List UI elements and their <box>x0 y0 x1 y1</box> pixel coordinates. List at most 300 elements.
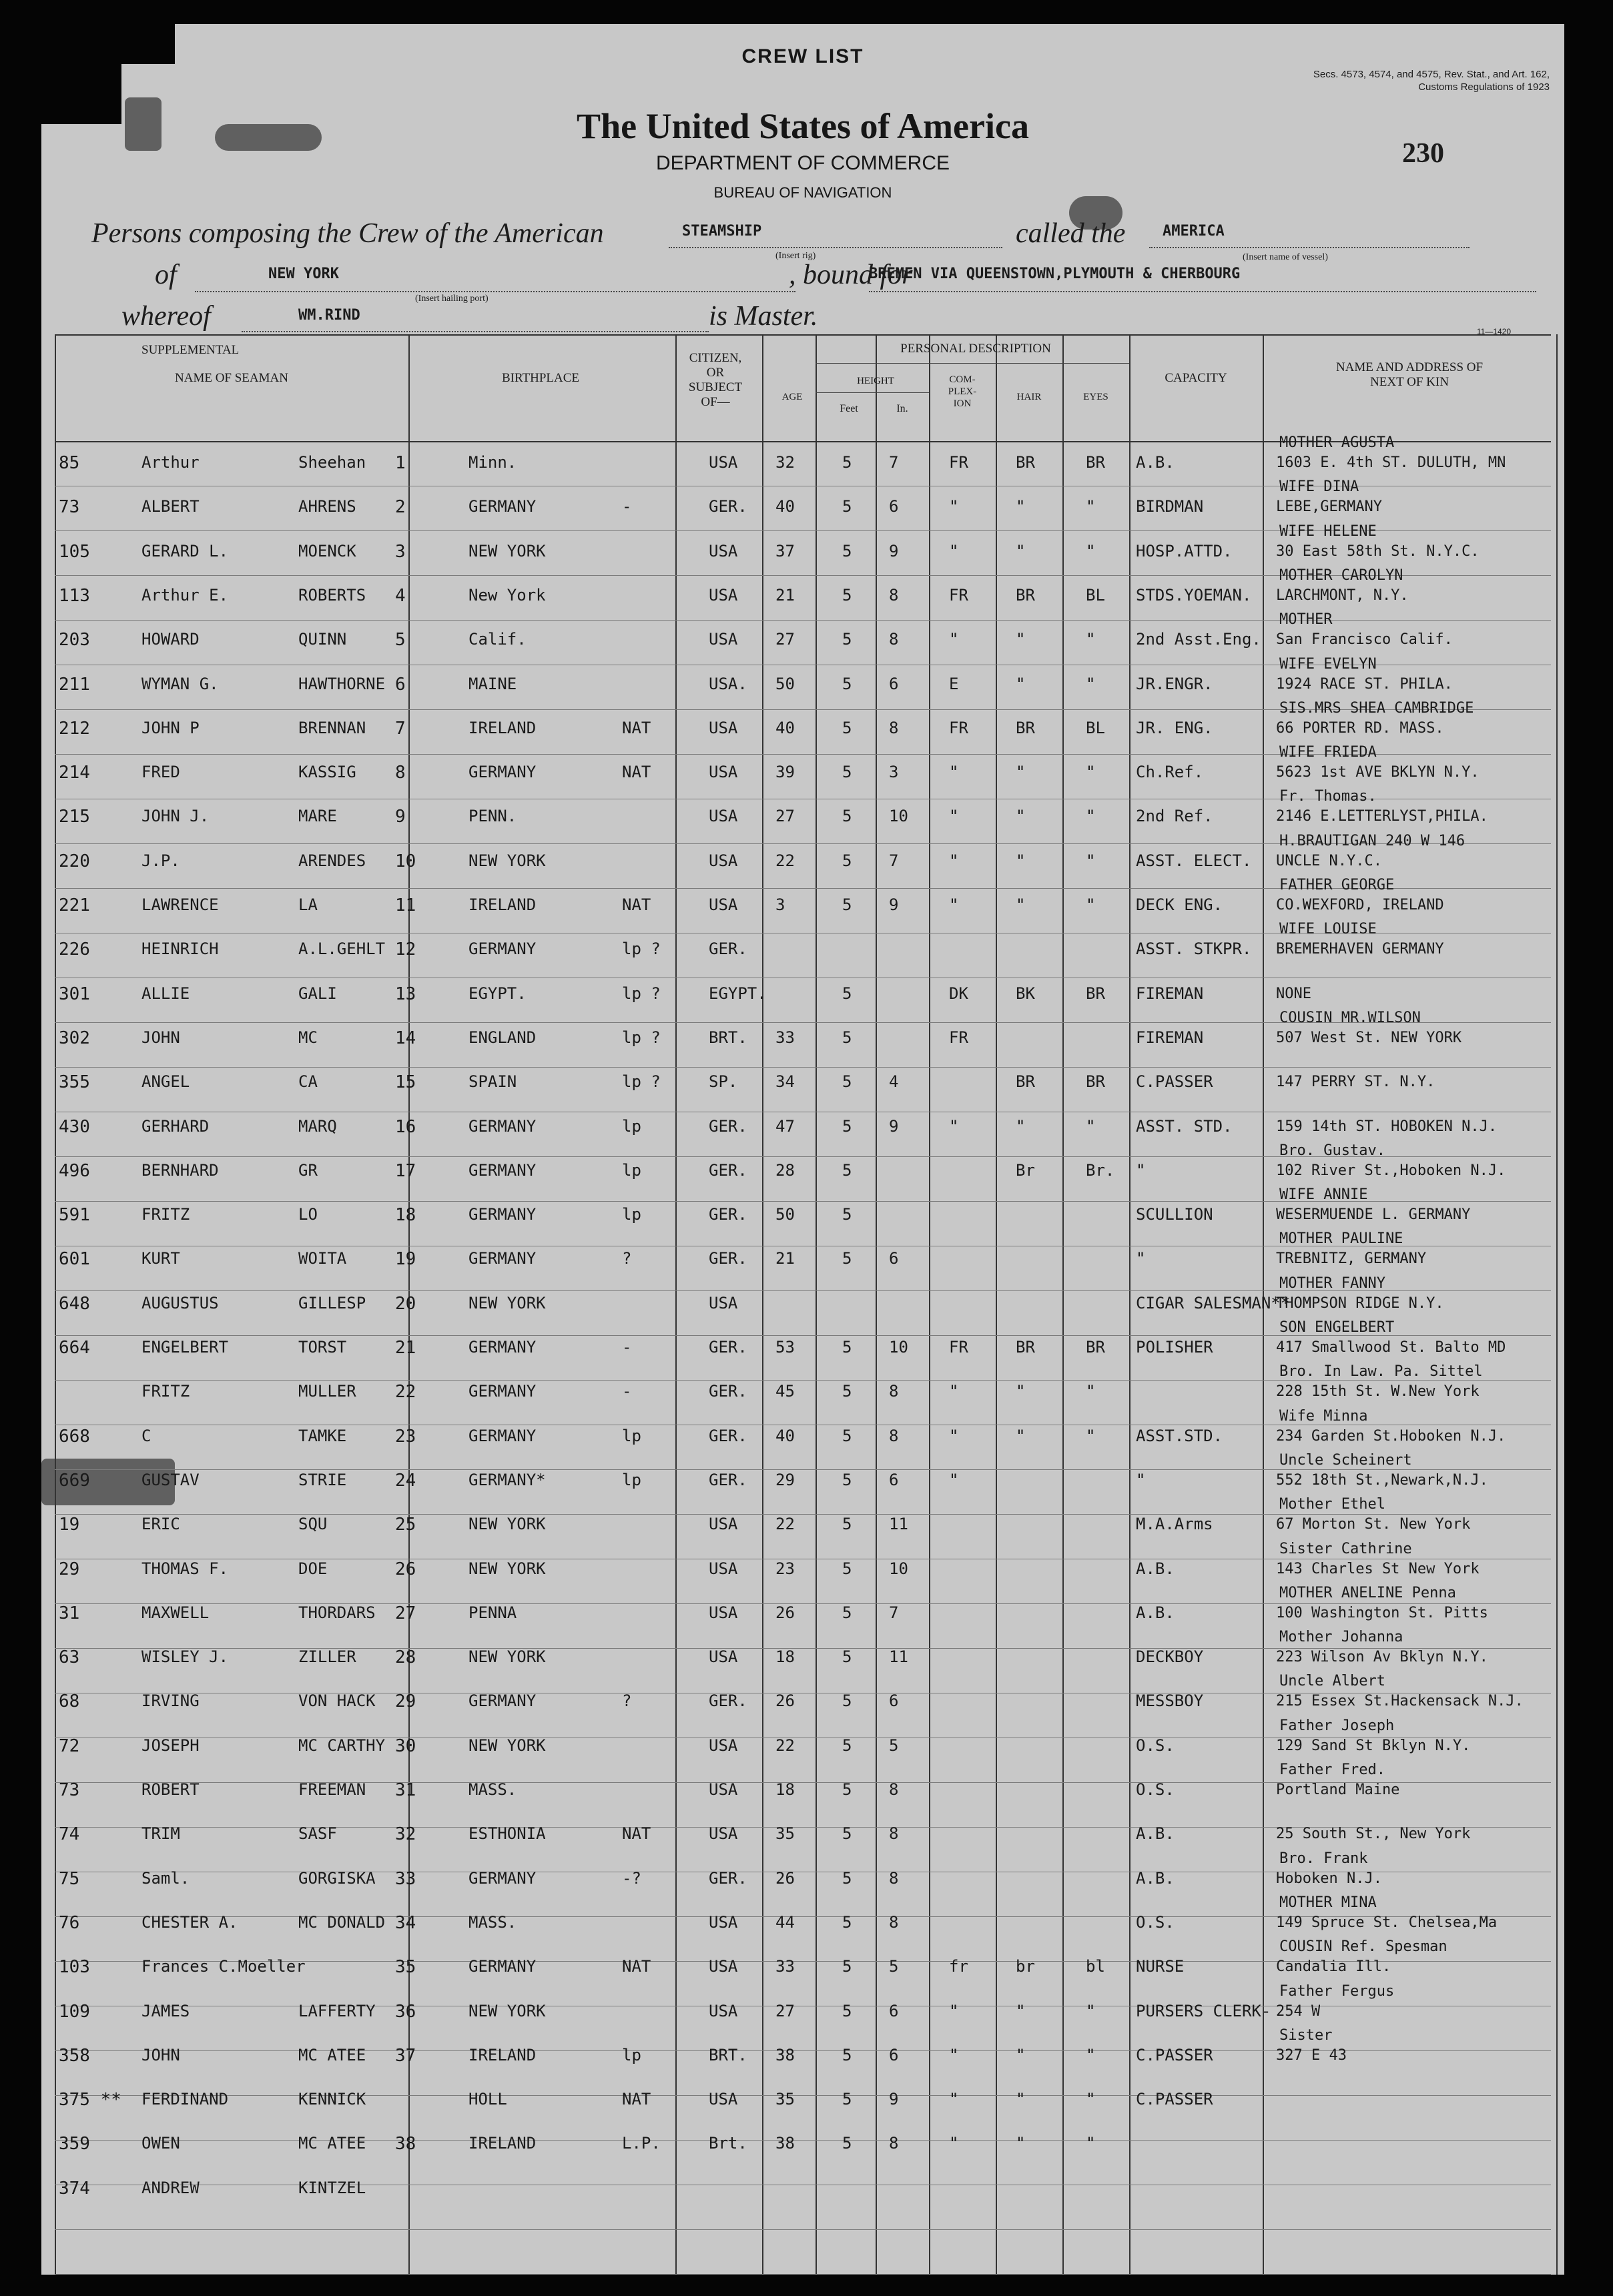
row-line-number: 5 <box>395 630 406 650</box>
row-height-feet: 5 <box>842 1471 852 1489</box>
row-line-number: 18 <box>395 1205 416 1225</box>
row-line-number: 1 <box>395 453 406 473</box>
row-citizenship: GER. <box>709 497 747 516</box>
row-height-feet: 5 <box>842 1824 852 1843</box>
row-line-number: 3 <box>395 542 406 562</box>
row-age: 32 <box>775 453 795 472</box>
row-line-number: 10 <box>395 851 416 871</box>
row-last-name: KINTZEL <box>298 2179 366 2197</box>
row-height-feet: 5 <box>842 1913 852 1932</box>
row-height-inches: 7 <box>889 453 899 472</box>
row-last-name: HAWTHORNE <box>298 675 386 693</box>
row-complexion: DK <box>949 984 968 1003</box>
col-kin-line: NEXT OF KIN <box>1370 375 1449 389</box>
row-line-number: 34 <box>395 1913 416 1933</box>
row-line-number: 30 <box>395 1736 416 1756</box>
row-ref-number: 203 <box>59 630 90 650</box>
vessel-value: AMERICA <box>1163 223 1225 240</box>
row-citizenship: SP. <box>709 1072 738 1091</box>
row-age: 37 <box>775 542 795 560</box>
row-last-name: QUINN <box>298 630 347 649</box>
row-height-feet: 5 <box>842 2002 852 2020</box>
row-height-feet: 5 <box>842 1382 852 1401</box>
row-hair: Br <box>1016 1161 1035 1180</box>
row-last-name: DOE <box>298 1559 328 1578</box>
row-citizenship: USA <box>709 542 738 560</box>
row-last-name: BRENNAN <box>298 719 366 737</box>
row-hair: " <box>1016 675 1026 693</box>
row-height-inches: 6 <box>889 497 899 516</box>
grid-row-rule <box>55 1067 1551 1068</box>
row-height-inches: 6 <box>889 1691 899 1710</box>
row-age: 28 <box>775 1161 795 1180</box>
row-kin-name: WIFE ANNIE <box>1279 1186 1368 1203</box>
row-naturalized-mark: - <box>622 1338 632 1357</box>
row-kin-address: 25 South St., New York <box>1276 1826 1471 1842</box>
row-birthplace: MASS. <box>468 1780 517 1799</box>
row-line-number: 23 <box>395 1427 416 1447</box>
grid-column-line <box>1129 334 1131 2275</box>
row-ref-number: 591 <box>59 1205 90 1225</box>
grid-sub-rule <box>816 363 1129 364</box>
row-height-feet: 5 <box>842 1869 852 1888</box>
row-birthplace: GERMANY* <box>468 1471 546 1489</box>
row-height-inches: 8 <box>889 719 899 737</box>
row-eyes: BR <box>1086 984 1105 1003</box>
row-complexion: E <box>949 675 959 693</box>
line1-prefix: Persons composing the Crew of the American <box>91 218 604 249</box>
col-citizen-line: SUBJECT <box>688 380 743 394</box>
row-age: 47 <box>775 1117 795 1136</box>
row-first-name: JAMES <box>141 2002 190 2020</box>
row-naturalized-mark: ? <box>622 1249 632 1268</box>
grid-row-rule <box>55 1380 1551 1381</box>
row-kin-address: 223 Wilson Av Bklyn N.Y. <box>1276 1649 1488 1665</box>
row-last-name: KASSIG <box>298 763 356 781</box>
row-line-number: 29 <box>395 1691 416 1711</box>
row-first-name: FERDINAND <box>141 2090 229 2109</box>
row-ref-number: 212 <box>59 719 90 739</box>
row-ref-number: 19 <box>59 1515 80 1535</box>
row-citizenship: USA <box>709 1647 738 1666</box>
row-hair: " <box>1016 2046 1026 2064</box>
row-first-name: JOHN J. <box>141 807 210 825</box>
row-last-name: TAMKE <box>298 1427 347 1445</box>
row-kin-address: 2146 E.LETTERLYST,PHILA. <box>1276 808 1488 825</box>
col-complexion <box>929 374 996 410</box>
row-kin-name: WIFE FRIEDA <box>1279 744 1377 761</box>
row-citizenship: USA. <box>709 675 747 693</box>
row-height-inches: 5 <box>889 1736 899 1755</box>
row-first-name: Frances C.Moeller <box>141 1957 306 1976</box>
col-complexion-line: ION <box>953 398 972 409</box>
row-age: 50 <box>775 675 795 693</box>
row-height-feet: 5 <box>842 1691 852 1710</box>
row-ref-number: 68 <box>59 1691 80 1711</box>
row-eyes: " <box>1086 763 1096 781</box>
grid-column-line <box>1556 334 1558 2275</box>
row-height-inches: 8 <box>889 1780 899 1799</box>
row-height-inches: 9 <box>889 542 899 560</box>
row-age: 29 <box>775 1471 795 1489</box>
grid-row-rule <box>55 2274 1551 2275</box>
row-citizenship: BRT. <box>709 2046 747 2064</box>
row-last-name: ROBERTS <box>298 586 366 605</box>
line2-of: of <box>155 260 177 290</box>
row-height-inches: 7 <box>889 1603 899 1622</box>
row-kin-address: 507 West St. NEW YORK <box>1276 1030 1462 1046</box>
row-citizenship: USA <box>709 1957 738 1976</box>
row-birthplace: Calif. <box>468 630 527 649</box>
row-capacity: A.B. <box>1136 1559 1175 1578</box>
row-hair: " <box>1016 2090 1026 2109</box>
line3-whereof: whereof <box>121 301 211 332</box>
row-last-name: STRIE <box>298 1471 347 1489</box>
row-birthplace: PENNA <box>468 1603 517 1622</box>
grid-column-line <box>55 334 56 2275</box>
row-height-inches: 8 <box>889 586 899 605</box>
row-height-inches: 8 <box>889 1427 899 1445</box>
row-first-name: JOHN <box>141 2046 180 2064</box>
row-first-name: OWEN <box>141 2134 180 2153</box>
row-hair: " <box>1016 630 1026 649</box>
row-birthplace: NEW YORK <box>468 851 546 870</box>
row-capacity: O.S. <box>1136 1913 1175 1932</box>
row-age: 38 <box>775 2134 795 2153</box>
line1-called: called the <box>1016 218 1126 249</box>
row-first-name: LAWRENCE <box>141 895 219 914</box>
row-first-name: TRIM <box>141 1824 180 1843</box>
row-eyes: " <box>1086 2002 1096 2020</box>
row-first-name: JOHN P <box>141 719 200 737</box>
row-eyes: " <box>1086 2090 1096 2109</box>
row-birthplace: MASS. <box>468 1913 517 1932</box>
row-age: 27 <box>775 807 795 825</box>
row-height-feet: 5 <box>842 2090 852 2109</box>
row-line-number: 13 <box>395 984 416 1004</box>
row-ref-number: 496 <box>59 1161 90 1181</box>
row-line-number: 26 <box>395 1559 416 1579</box>
row-age: 22 <box>775 851 795 870</box>
col-eyes: EYES <box>1083 392 1108 402</box>
row-eyes: " <box>1086 1382 1096 1401</box>
row-ref-number: 74 <box>59 1824 80 1844</box>
col-complexion-line: PLEX- <box>948 386 977 397</box>
row-eyes: " <box>1086 1117 1096 1136</box>
row-eyes: Br. <box>1086 1161 1115 1180</box>
row-last-name: FREEMAN <box>298 1780 366 1799</box>
row-citizenship: USA <box>709 895 738 914</box>
row-capacity: C.PASSER <box>1136 2046 1213 2064</box>
line3-master: is Master. <box>709 301 818 332</box>
row-last-name: KENNICK <box>298 2090 366 2109</box>
col-kin-line: NAME AND ADDRESS OF <box>1335 360 1484 374</box>
row-line-number: 25 <box>395 1515 416 1535</box>
vessel-hint: (Insert name of vessel) <box>1243 252 1328 262</box>
row-first-name: WISLEY J. <box>141 1647 229 1666</box>
row-birthplace: ENGLAND <box>468 1028 537 1047</box>
row-line-number: 7 <box>395 719 406 739</box>
row-capacity: ASST.STD. <box>1136 1427 1223 1445</box>
row-citizenship: USA <box>709 1294 738 1312</box>
row-last-name: GALI <box>298 984 337 1003</box>
row-kin-name: WIFE EVELYN <box>1279 656 1377 673</box>
row-ref-number: 73 <box>59 1780 80 1800</box>
row-age: 39 <box>775 763 795 781</box>
row-line-number: 12 <box>395 939 416 960</box>
row-citizenship: USA <box>709 453 738 472</box>
row-height-inches: 11 <box>889 1647 908 1666</box>
row-kin-address: Portland Maine <box>1276 1782 1400 1798</box>
row-age: 18 <box>775 1647 795 1666</box>
row-birthplace: SPAIN <box>468 1072 517 1091</box>
row-hair: " <box>1016 807 1026 825</box>
row-citizenship: Brt. <box>709 2134 747 2153</box>
row-age: 44 <box>775 1913 795 1932</box>
row-complexion: " <box>949 1117 959 1136</box>
row-complexion: " <box>949 1471 959 1489</box>
row-kin-name: Father Joseph <box>1279 1717 1395 1734</box>
row-complexion: " <box>949 542 959 560</box>
row-last-name: Sheehan <box>298 453 366 472</box>
row-birthplace: NEW YORK <box>468 1736 546 1755</box>
row-kin-name: Mother Ethel <box>1279 1496 1385 1513</box>
country-title: The United States of America <box>577 106 1029 146</box>
row-complexion: " <box>949 2134 959 2153</box>
row-kin-name: Father Fred. <box>1279 1762 1385 1778</box>
row-last-name: VON HACK <box>298 1691 376 1710</box>
row-ref-number: 358 <box>59 2046 90 2066</box>
row-height-feet: 5 <box>842 542 852 560</box>
row-last-name: GILLESP <box>298 1294 366 1312</box>
row-capacity: A.B. <box>1136 1603 1175 1622</box>
row-naturalized-mark: lp ? <box>622 939 661 958</box>
row-last-name: MULLER <box>298 1382 356 1401</box>
row-capacity: POLISHER <box>1136 1338 1213 1357</box>
row-kin-name: COUSIN MR.WILSON <box>1279 1010 1421 1026</box>
row-line-number: 21 <box>395 1338 416 1358</box>
row-capacity: A.B. <box>1136 453 1175 472</box>
row-citizenship: GER. <box>709 1869 747 1888</box>
row-kin-address: CO.WEXFORD, IRELAND <box>1276 897 1444 913</box>
row-citizenship: USA <box>709 630 738 649</box>
row-ref-number: 31 <box>59 1603 80 1623</box>
row-ref-number: 355 <box>59 1072 90 1092</box>
row-naturalized-mark: NAT <box>622 1824 651 1843</box>
row-ref-number: 85 <box>59 453 80 473</box>
row-height-feet: 5 <box>842 1072 852 1091</box>
row-height-inches: 8 <box>889 1869 899 1888</box>
row-height-inches: 8 <box>889 630 899 649</box>
row-last-name: LAFFERTY <box>298 2002 376 2020</box>
row-hair: BR <box>1016 1072 1035 1091</box>
grid-column-line <box>1062 334 1064 2275</box>
row-eyes: " <box>1086 542 1096 560</box>
row-first-name: ENGELBERT <box>141 1338 229 1357</box>
row-ref-number: 214 <box>59 763 90 783</box>
row-eyes: " <box>1086 675 1096 693</box>
row-capacity: NURSE <box>1136 1957 1185 1976</box>
row-last-name: LO <box>298 1205 318 1224</box>
row-capacity: 2nd Ref. <box>1136 807 1213 825</box>
row-height-feet: 5 <box>842 1957 852 1976</box>
row-capacity: SCULLION <box>1136 1205 1213 1224</box>
row-eyes: BL <box>1086 586 1105 605</box>
row-ref-number: 375 ** <box>59 2090 121 2110</box>
row-birthplace: NEW YORK <box>468 2002 546 2020</box>
row-kin-address: Hoboken N.J. <box>1276 1870 1382 1887</box>
row-ref-number: 302 <box>59 1028 90 1048</box>
row-naturalized-mark: - <box>622 1382 632 1401</box>
row-line-number: 17 <box>395 1161 416 1181</box>
row-last-name: WOITA <box>298 1249 347 1268</box>
row-birthplace: HOLL <box>468 2090 507 2109</box>
row-height-feet: 5 <box>842 586 852 605</box>
row-eyes: " <box>1086 497 1096 516</box>
port-underline <box>195 291 795 292</box>
row-kin-address: 30 East 58th St. N.Y.C. <box>1276 543 1480 560</box>
row-eyes: " <box>1086 630 1096 649</box>
row-hair: " <box>1016 542 1026 560</box>
row-last-name: GORGISKA <box>298 1869 376 1888</box>
row-line-number: 28 <box>395 1647 416 1667</box>
row-capacity: JR.ENGR. <box>1136 675 1213 693</box>
row-age: 38 <box>775 2046 795 2064</box>
row-capacity: MESSBOY <box>1136 1691 1204 1710</box>
row-capacity: DECKBOY <box>1136 1647 1204 1666</box>
grid-column-line <box>816 334 817 2275</box>
row-eyes: BR <box>1086 1338 1105 1357</box>
row-height-inches: 6 <box>889 675 899 693</box>
row-kin-address: 1603 E. 4th ST. DULUTH, MN <box>1276 454 1506 471</box>
row-hair: BK <box>1016 984 1035 1003</box>
row-citizenship: GER. <box>709 1117 747 1136</box>
row-kin-address: LEBE,GERMANY <box>1276 498 1382 515</box>
row-citizenship: GER. <box>709 1338 747 1357</box>
row-ref-number: 220 <box>59 851 90 871</box>
row-height-feet: 5 <box>842 1780 852 1799</box>
row-first-name: JOSEPH <box>141 1736 200 1755</box>
row-hair: " <box>1016 2002 1026 2020</box>
crew-list-document <box>41 24 1564 2275</box>
row-kin-address: 5623 1st AVE BKLYN N.Y. <box>1276 764 1480 781</box>
row-citizenship: USA <box>709 807 738 825</box>
destination-value: BREMEN VIA QUEENSTOWN,PLYMOUTH & CHERBOURG <box>869 266 1241 282</box>
row-citizenship: USA <box>709 719 738 737</box>
row-ref-number: 669 <box>59 1471 90 1491</box>
row-birthplace: GERMANY <box>468 1205 537 1224</box>
row-kin-name: MOTHER CAROLYN <box>1279 567 1403 584</box>
row-height-inches: 9 <box>889 895 899 914</box>
row-ref-number: 359 <box>59 2134 90 2154</box>
form-number: 11—1420 <box>1476 327 1511 336</box>
grid-column-line <box>675 334 677 2275</box>
row-birthplace: GERMANY <box>468 1161 537 1180</box>
row-line-number: 33 <box>395 1869 416 1889</box>
row-kin-name: Sister Cathrine <box>1279 1541 1412 1557</box>
row-birthplace: GERMANY <box>468 1117 537 1136</box>
row-birthplace: EGYPT. <box>468 984 527 1003</box>
row-line-number: 16 <box>395 1117 416 1137</box>
row-birthplace: GERMANY <box>468 1338 537 1357</box>
row-height-feet: 5 <box>842 1338 852 1357</box>
row-birthplace: MAINE <box>468 675 517 693</box>
row-birthplace: IRELAND <box>468 2134 537 2153</box>
row-ref-number: 221 <box>59 895 90 915</box>
row-kin-name: SIS.MRS SHEA CAMBRIDGE <box>1279 700 1474 717</box>
row-kin-address: 327 E 43 <box>1276 2047 1347 2064</box>
master-underline <box>242 331 709 332</box>
row-height-inches: 8 <box>889 1913 899 1932</box>
row-line-number: 8 <box>395 763 406 783</box>
row-first-name: ANDREW <box>141 2179 200 2197</box>
row-eyes: BL <box>1086 719 1105 737</box>
page-number: 230 <box>1402 138 1444 169</box>
row-capacity: A.B. <box>1136 1869 1175 1888</box>
row-kin-name: MOTHER PAULINE <box>1279 1230 1403 1247</box>
row-first-name: BERNHARD <box>141 1161 219 1180</box>
statute-reference: Secs. 4573, 4574, and 4575, Rev. Stat., and Art. 162, Customs Regulations of 1923 <box>1313 69 1550 93</box>
col-height: HEIGHT <box>857 376 894 386</box>
row-kin-address: 67 Morton St. New York <box>1276 1516 1471 1533</box>
row-height-inches: 10 <box>889 807 908 825</box>
row-hair: br <box>1016 1957 1035 1976</box>
row-naturalized-mark: lp ? <box>622 1072 661 1091</box>
row-naturalized-mark: NAT <box>622 895 651 914</box>
row-kin-address: 66 PORTER RD. MASS. <box>1276 720 1444 737</box>
row-citizenship: GER. <box>709 1691 747 1710</box>
row-height-feet: 5 <box>842 1117 852 1136</box>
row-height-feet: 5 <box>842 1647 852 1666</box>
row-birthplace: ESTHONIA <box>468 1824 546 1843</box>
row-birthplace: GERMANY <box>468 497 537 516</box>
row-height-feet: 5 <box>842 984 852 1003</box>
row-height-inches: 6 <box>889 2046 899 2064</box>
row-first-name: WYMAN G. <box>141 675 219 693</box>
row-birthplace: IRELAND <box>468 895 537 914</box>
row-line-number: 11 <box>395 895 416 915</box>
grid-row-rule <box>55 1603 1551 1604</box>
grid-column-line <box>929 334 930 2275</box>
col-age: AGE <box>781 392 803 402</box>
row-ref-number: 601 <box>59 1249 90 1269</box>
col-supplemental: SUPPLEMENTAL <box>141 343 240 357</box>
row-age: 23 <box>775 1559 795 1578</box>
row-kin-address: 234 Garden St.Hoboken N.J. <box>1276 1428 1506 1445</box>
row-kin-name: H.BRAUTIGAN 240 W 146 <box>1279 833 1466 849</box>
row-kin-address: LARCHMONT, N.Y. <box>1276 587 1409 604</box>
row-height-inches: 4 <box>889 1072 899 1091</box>
row-complexion: " <box>949 2090 959 2109</box>
row-naturalized-mark: NAT <box>622 719 651 737</box>
row-hair: BR <box>1016 586 1035 605</box>
row-height-inches: 6 <box>889 1471 899 1489</box>
grid-column-line <box>762 334 763 2275</box>
row-citizenship: USA <box>709 1559 738 1578</box>
row-height-inches: 8 <box>889 1824 899 1843</box>
row-ref-number: 668 <box>59 1427 90 1447</box>
row-ref-number: 113 <box>59 586 90 606</box>
row-capacity: HOSP.ATTD. <box>1136 542 1233 560</box>
row-kin-name: Bro. In Law. Pa. Sittel <box>1279 1363 1483 1380</box>
row-citizenship: USA <box>709 586 738 605</box>
master-value: WM.RIND <box>298 307 360 324</box>
row-last-name: MARQ <box>298 1117 337 1136</box>
row-citizenship: USA <box>709 1824 738 1843</box>
row-citizenship: GER. <box>709 1205 747 1224</box>
row-naturalized-mark: -? <box>622 1869 641 1888</box>
row-age: 3 <box>775 895 785 914</box>
